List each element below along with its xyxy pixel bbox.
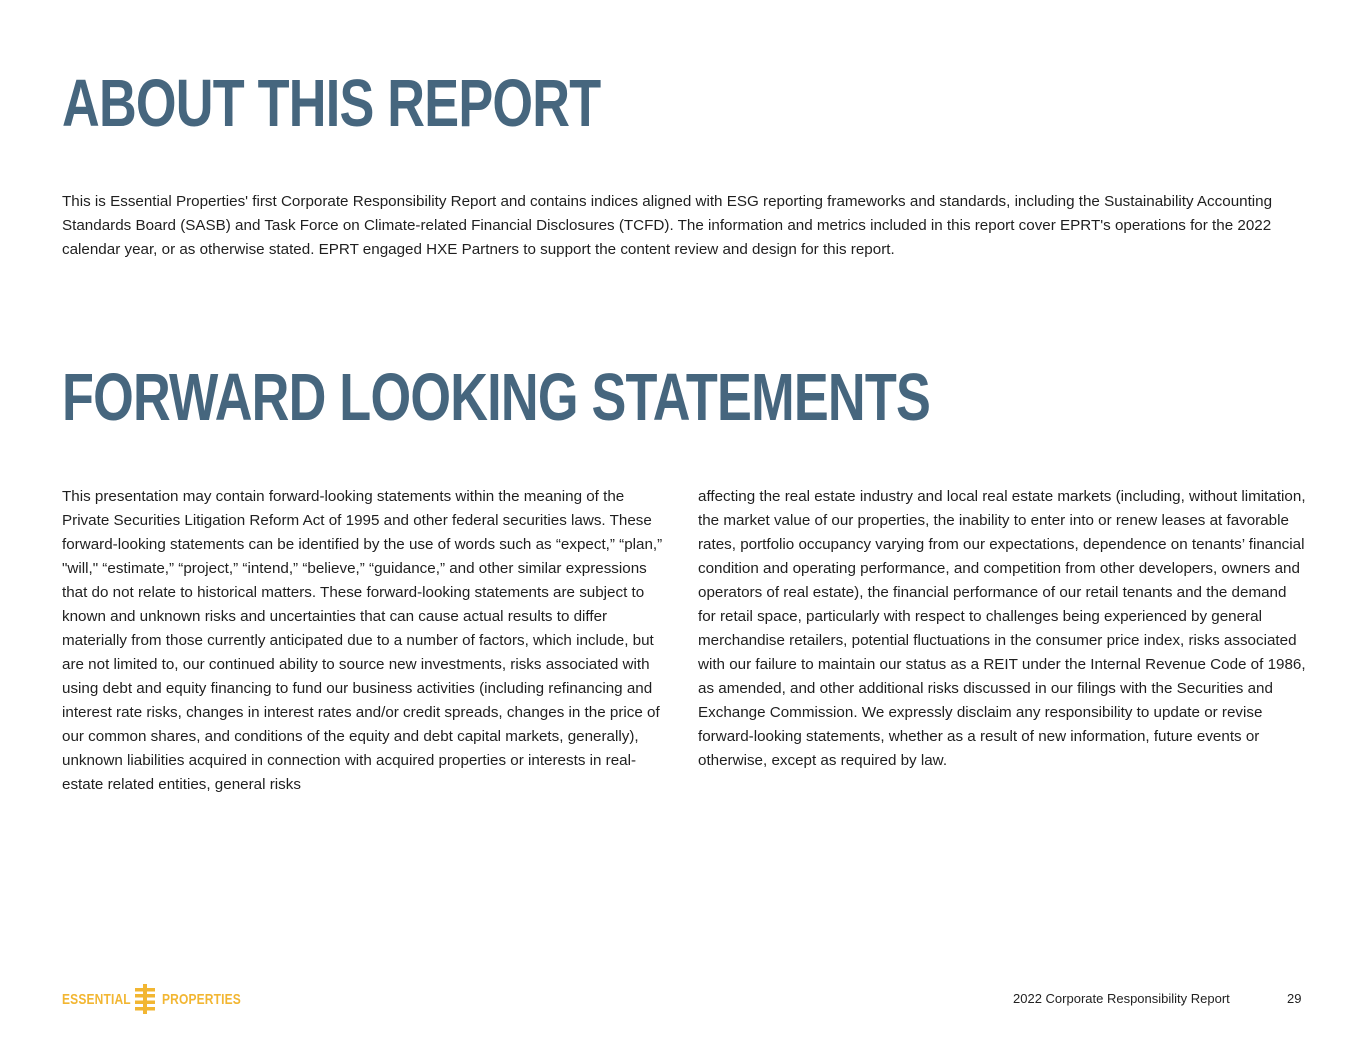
forward-looking-column-right: affecting the real estate industry and local real estate markets (including, without limitation, the market value of our properties, the inability to enter into or renew leases at favorable rates, portfolio occupancy varying from our expectations, dependence on tenants’ financial condition and operating performance, and competition from other developers, owners and operators of real estate), the financial performance of our retail tenants and the demand for retail space, particularly with respect to challenges being experienced by general merchandise retailers, potential fluctuations in the consumer price index, risks associated with our failure to maintain our status as a REIT under the Internal Revenue Code of 1986, as amended, and other additional risks discussed in our filings with the Securities and Exchange Commission. We expressly disclaim any responsibility to update or revise forward-looking statements, whether as a result of new information, future events or otherwise, except as required by law. xyxy=(698,488,1306,769)
footer-report-title: 2022 Corporate Responsibility Report xyxy=(1013,991,1230,1006)
essential-properties-logo xyxy=(62,984,261,1014)
logo-word-properties: PROPERTIES xyxy=(162,990,241,1008)
about-report-body: This is Essential Properties' first Corporate Responsibility Report and contains indices aligned with ESG reporting frameworks and standards, including the Sustainability Accounting Standards Board (SASB) and Task Force on Climate-related Financial Disclosures (TCFD). The information and metrics included in this report cover EPRT's operations for the 2022 calendar year, or as otherwise stated. EPRT engaged HXE Partners to support the content review and design for this report. xyxy=(62,193,1273,258)
about-report-heading: ABOUT THIS REPORT xyxy=(62,66,601,141)
forward-looking-heading: FORWARD LOOKING STATEMENTS xyxy=(62,360,931,435)
logo-word-essential: ESSENTIAL xyxy=(62,990,131,1008)
forward-looking-column-left: This presentation may contain forward-looking statements within the meaning of the Private Securities Litigation Reform Act of 1995 and other federal securities laws. These forward-looking statements can be identified by the use of words such as “expect,” “plan,” "will," “estimate,” “project,” “intend,” “believe,” “guidance,” and other similar expressions that do not relate to historical matters. These forward-looking statements are subject to known and unknown risks and uncertainties that can cause actual results to differ materially from those currently anticipated due to a number of factors, which include, but are not limited to, our continued ability to source new investments, risks associated with using debt and equity financing to fund our business activities (including refinancing and interest rate risks, changes in interest rates and/or credit spreads, changes in the price of our common shares, and conditions of the equity and debt capital markets, generally), unknown liabilities acquired in connection with acquired properties or interests in real-estate related entities, general risks xyxy=(62,488,663,793)
logo-mark-icon xyxy=(134,984,156,1014)
page-number: 29 xyxy=(1287,991,1302,1006)
